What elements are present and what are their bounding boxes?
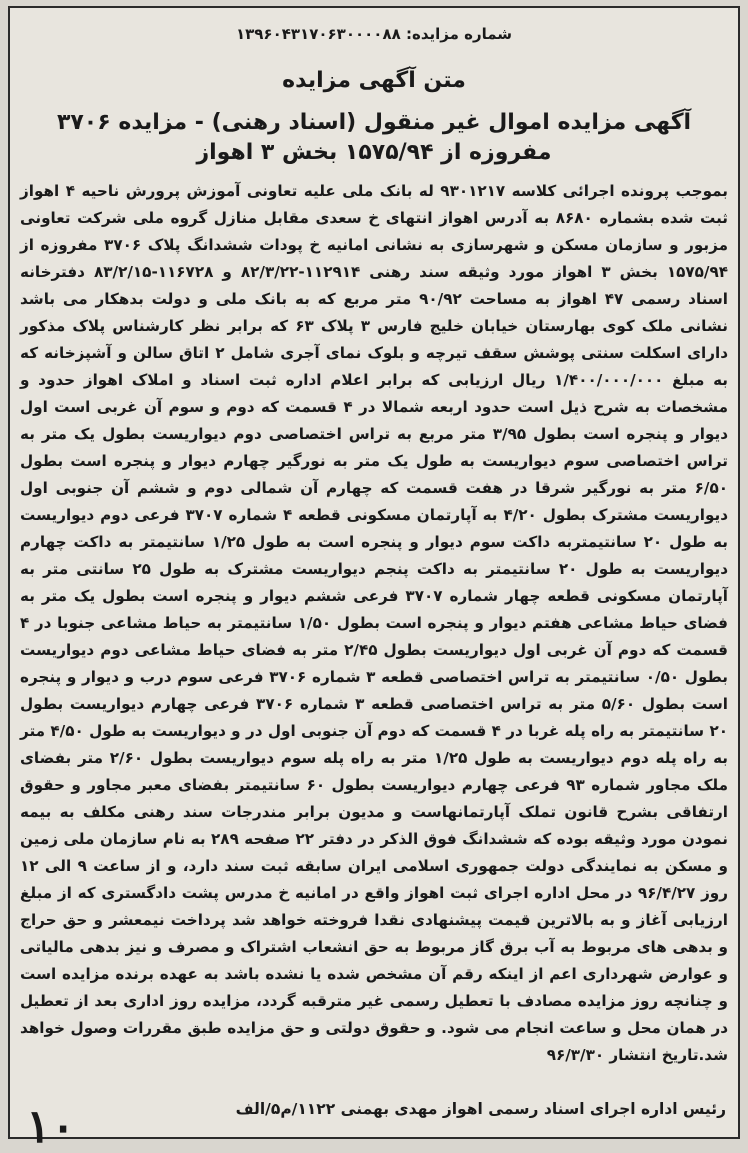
headline (20, 108, 728, 168)
page-number: ۱۰ (26, 1099, 76, 1153)
notice-title: متن آگهی مزایده (282, 68, 466, 93)
auction-notice (8, 6, 740, 1139)
notice-body: بموجب پرونده اجرائی کلاسه ۹۳۰۱۲۱۷ له بانک ملی علیه تعاونی آموزش پرورش ناحیه ۴ اهواز ثبت شده بشماره ۸۶۸۰ به آدرس اهواز انتهای خ سعدی مقابل منازل گروه ملی شرکت تعاونی مزبور و سازمان مسکن و شهرسازی به نشانی امانیه خ پودات ششدانگ پلاک ۳۷۰۶ مفروزه از ۱۵۷۵/۹۴ بخش ۳ اهواز مورد وثیقه سند رهنی ۱۱۲۹۱۴-۸۲/۳/۲۲ و ۱۱۶۷۲۸-۸۳/۲/۱۵ دفترخانه اسناد رسمی ۴۷ اهواز به مساحت ۹۰/۹۲ متر مربع که به بانک ملی و دولت بدهکار می باشد نشانی ملک کوی بهارستان خیابان خلیج فارس ۳ پلاک ۶۳ که برابر نظر کارشناس پلاک مذکور دارای اسکلت سنتی پوشش سقف تیرچه و بلوک نمای آجری شامل ۲ اتاق سالن و آشپزخانه که به مبلغ ۱/۴۰۰/۰۰۰/۰۰۰ ریال ارزیابی که برابر اعلام اداره ثبت اسناد و املاک اهواز حدود و مشخصات به شرح ذیل است حدود اربعه شمالا در ۴ قسمت که دوم و سوم آن غربی است اول دیوار و پنجره است بطول ۳/۹۵ متر مربع به تراس اختصاصی دوم دیواریست بطول یک متر به تراس اختصاصی سوم دیواریست به طول یک متر به نورگیر چهارم دیوار و پنجره است بطول ۶/۵۰ متر به نورگیر شرقا در هفت قسمت که چهارم آن شمالی دوم و ششم آن جنوبی اول دیواریست مشترک بطول ۴/۲۰ به آپارتمان مسکونی قطعه ۴ شماره ۳۷۰۷ فرعی دوم دیواریست به طول ۲۰ سانتیمتربه داکت سوم دیوار و پنجره است به طول ۱/۲۵ سانتیمتر به داکت چهارم دیواریست به طول ۲۰ سانتیمتر به داکت پنجم دیواریست مشترک به طول ۲۵ سانتی متر به آپارتمان مسکونی قطعه چهار شماره ۳۷۰۷ فرعی ششم دیوار و پنجره است بطول یک متر به فضای حیاط مشاعی هفتم دیوار و پنجره است بطول ۱/۵۰ سانتیمتر به حیاط مشاعی جنوبا در ۴ قسمت که دوم آن غربی اول دیواریست بطول ۲/۴۵ متر به فضای حیاط مشاعی دوم دیواریست بطول ۰/۵۰ سانتیمتر به تراس اختصاصی قطعه ۳ شماره ۳۷۰۶ فرعی سوم درب و دیوار و پنجره است بطول ۵/۶۰ متر به تراس اختصاصی قطعه ۳ شماره ۳۷۰۶ فرعی چهارم دیواریست بطول ۲۰ سانتیمتر به راه پله غربا در ۴ قسمت که دوم آن جنوبی اول در و دیواریست به طول ۴/۵۰ متر به راه پله دوم دیواریست به طول ۱/۲۵ متر به راه پله سوم دیواریست بطول ۲/۶۰ متر بفضای ملک مجاور شماره ۹۳ فرعی چهارم دیواریست بطول ۶۰ سانتیمتر بفضای معبر مجاور و حقوق ارتفاقی بشرح قانون تملک آپارتمانهاست و مدیون برابر مندرجات سند رهنی مکلف به بیمه نمودن مورد وثیقه بوده که ششدانگ فوق الذکر در دفتر ۲۲ صفحه ۲۸۹ به نام سازمان ملی زمین و مسکن به نمایندگی دولت جمهوری اسلامی ایران سابقه ثبت سند دارد، و از ساعت ۹ الی ۱۲ روز ۹۶/۴/۲۷ در محل اداره اجرای ثبت اهواز واقع در امانیه خ مدرس پشت دادگستری که از مبلغ ارزیابی آغاز و به بالاترین قیمت پیشنهادی نقدا فروخته خواهد شد پرداخت نیمعشر و حق حراج و بدهی های مربوط به آب برق گاز مربوط به حق انشعاب اشتراک و مصرف و نیز بدهی مالیاتی و عوارض شهرداری اعم از اینکه رقم آن مشخص شده یا نشده باشد به عهده برنده مزایده است و چنانچه روز مزایده مصادف با تعطیل رسمی غیر مترقبه گردد، مزایده روز اداری بعد از تعطیل در همان محل و ساعت انجام می شود. و حقوق دولتی و حق مزایده طبق مقررات وصول خواهد شد.تاریخ انتشار ۹۶/۳/۳۰ (20, 182, 729, 1064)
auction-number: شماره مزایده: ۱۳۹۶۰۴۳۱۷۰۶۳۰۰۰۰۸۸ (235, 25, 513, 43)
signature-line: رئیس اداره اجرای اسناد رسمی اهواز مهدی بهمنی ۱۱۲۲/م۵/الف (235, 1100, 726, 1118)
headline-line-1: آگهی مزایده اموال غیر منقول (اسناد رهنی) - مزایده ۳۷۰۶ (56, 110, 692, 135)
headline-line-2: مفروزه از ۱۵۷۵/۹۴ بخش ۳ اهواز (196, 140, 552, 165)
